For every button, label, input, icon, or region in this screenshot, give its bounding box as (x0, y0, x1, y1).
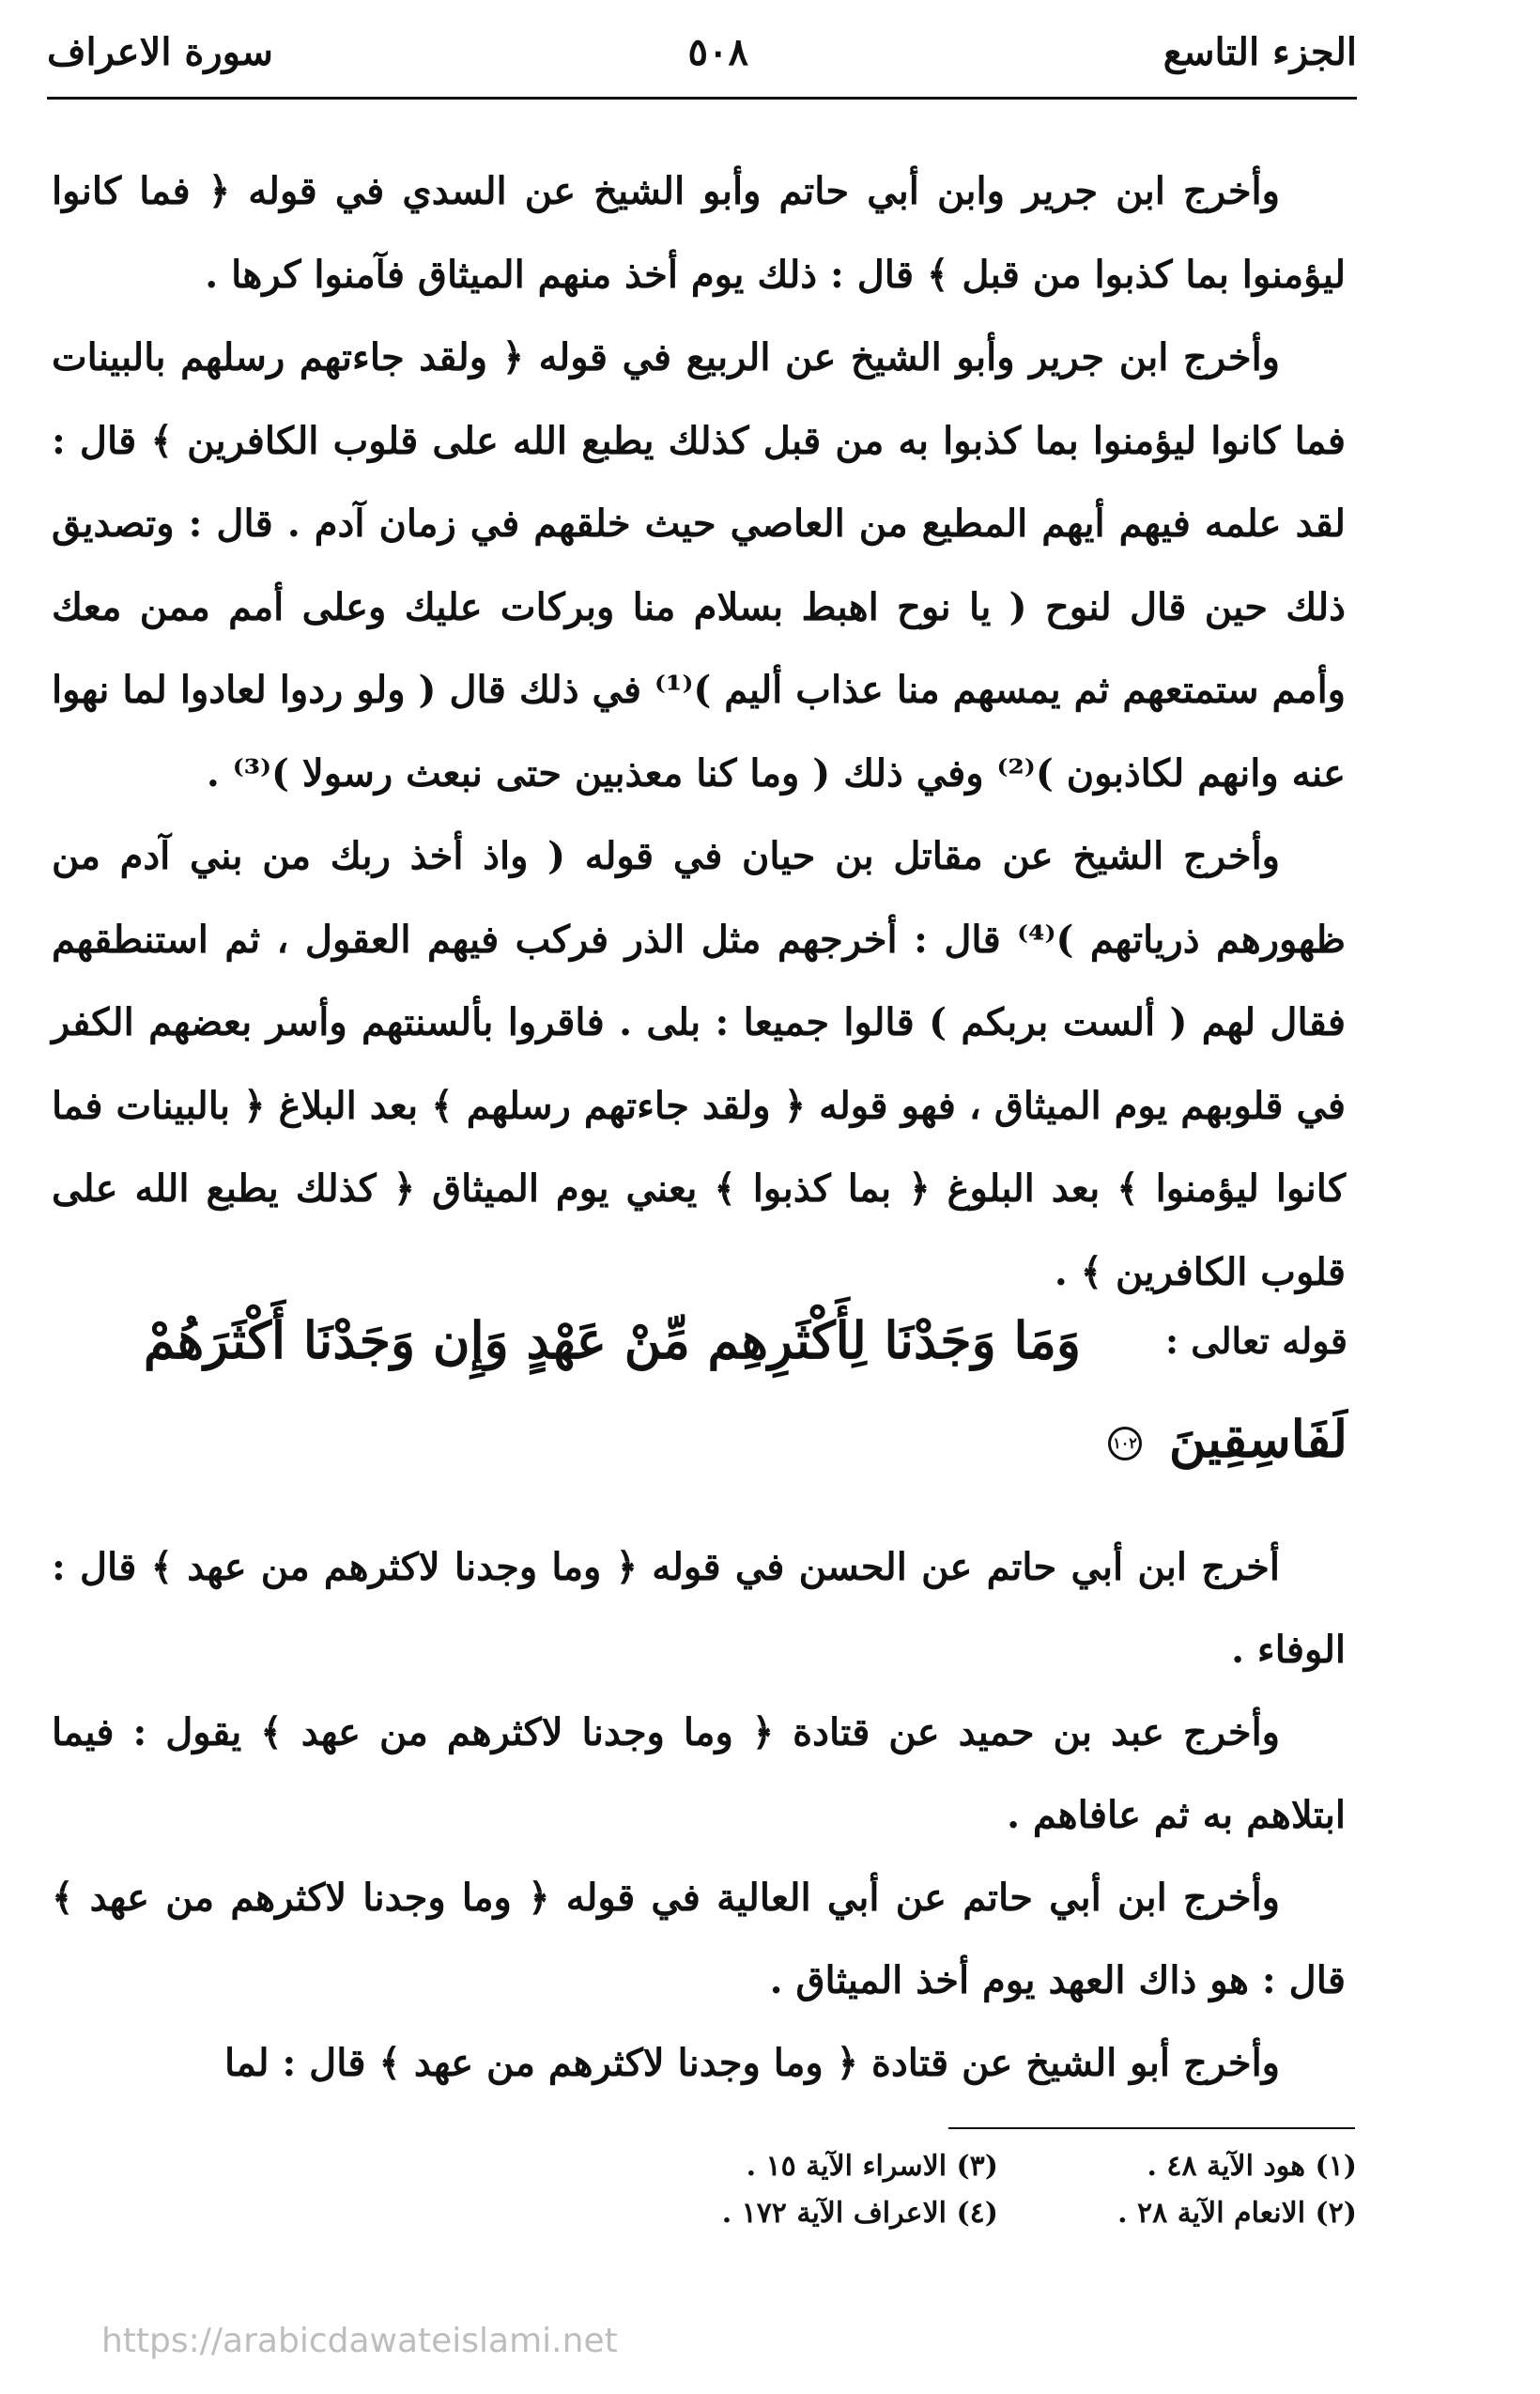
footnotes (639, 2143, 1357, 2237)
header-page-number: ٥٠٨ (687, 30, 748, 74)
footnote: (٣) الاسراء الآية ١٥ . (746, 2150, 998, 2183)
footnote: (٤) الاعراف الآية ١٧٢ . (721, 2197, 998, 2230)
quran-verse-end: لَفَاسِقِينَ (1168, 1409, 1348, 1469)
main-text (52, 150, 1346, 1314)
paragraph: وأخرج ابن جرير وأبو الشيخ عن الربيع في قوله ﴿ ولقد جاءتهم رسلهم بالبينات فما كانوا ليؤمنوا بما كذبوا به من قبل كذلك يطبع الله على قلوب الكافرين ﴾ قال : لقد علمه فيهم أيهم المطيع من العاصي حيث خلقهم في زمان آدم . قال : وتصديق ذلك حين قال لنوح ( يا نوح اهبط بسلام منا وبركات عليك وعلى أمم ممن معك وأمم ستمتعهم ثم يمسهم منا عذاب أليم )⁽¹⁾ في ذلك قال ( ولو ردوا لعادوا لما نهوا عنه وانهم لكاذبون )⁽²⁾ وفي ذلك ( وما كنا معذبين حتى نبعث رسولا )⁽³⁾ . (52, 335, 1347, 795)
footnote: (١) هود الآية ٤٨ . (1147, 2150, 1357, 2183)
header-surah-title: سورة الاعراف (47, 30, 273, 74)
paragraph: وأخرج ابن جرير وابن أبي حاتم وأبو الشيخ عن السدي في قوله ﴿ فما كانوا ليؤمنوا بما كذبوا من قبل ﴾ قال : ذلك يوم أخذ منهم الميثاق فآمنوا كرها . (52, 169, 1346, 297)
page-header (47, 8, 1357, 97)
verse-intro-label: قوله تعالى : (1165, 1319, 1348, 1362)
paragraph: وأخرج الشيخ عن مقاتل بن حيان في قوله ( واذ أخذ ربك من بني آدم من ظهورهم ذرياتهم )⁽⁴⁾ قال : أخرجهم مثل الذر فركب فيهم العقول ، ثم استنطقهم فقال لهم ( ألست بربكم ) قالوا جميعا : بلى . فاقروا بألسنتهم وأسر بعضهم الكفر في قلوبهم يوم الميثاق ، فهو قوله ﴿ ولقد جاءتهم رسلهم ﴾ بعد البلاغ ﴿ بالبينات فما كانوا ليؤمنوا ﴾ بعد البلوغ ﴿ بما كذبوا ﴾ يعني يوم الميثاق ﴿ كذلك يطبع الله على قلوب الكافرين ﴾ . (52, 834, 1346, 1294)
verse-heading (52, 1289, 1348, 1486)
commentary-text (52, 1526, 1346, 2105)
header-divider (47, 97, 1357, 100)
quran-verse-line: وَمَا وَجَدْنَا لِأَكْثَرِهِم مِّنْ عَهْدٍ وَإِن وَجَدْنَا أَكْثَرَهُمْ (143, 1310, 1082, 1370)
quran-verse-line (52, 1392, 1348, 1486)
paragraph: وأخرج عبد بن حميد عن قتادة ﴿ وما وجدنا لاكثرهم من عهد ﴾ يقول : فيما ابتلاهم به ثم عافاهم . (52, 1710, 1346, 1837)
header-part-title: الجزء التاسع (1163, 30, 1357, 74)
paragraph: وأخرج أبو الشيخ عن قتادة ﴿ وما وجدنا لاكثرهم من عهد ﴾ قال : لما (224, 2041, 1280, 2085)
paragraph: وأخرج ابن أبي حاتم عن أبي العالية في قوله ﴿ وما وجدنا لاكثرهم من عهد ﴾ قال : هو ذاك العهد يوم أخذ الميثاق . (52, 1876, 1346, 2002)
verse-number-marker: ١٠٢ (1108, 1427, 1142, 1460)
footnote: (٢) الانعام الآية ٢٨ . (1117, 2197, 1357, 2230)
footnote-divider (948, 2127, 1355, 2129)
watermark-url: https://arabicdawateislami.net (101, 2322, 618, 2360)
paragraph: أخرج ابن أبي حاتم عن الحسن في قوله ﴿ وما وجدنا لاكثرهم من عهد ﴾ قال : الوفاء . (52, 1545, 1346, 1672)
